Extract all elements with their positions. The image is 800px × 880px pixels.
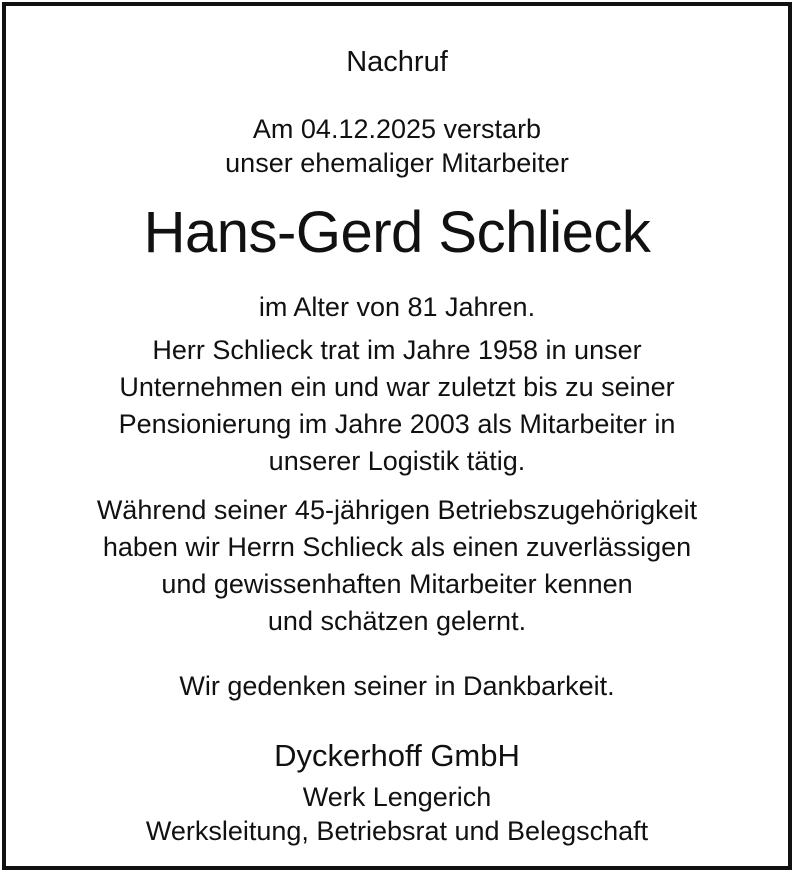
age-line: im Alter von 81 Jahren. [258,292,536,322]
tribute-line: und schätzen gelernt. [267,606,527,636]
signers-line: Werksleitung, Betriebsrat und Belegschaft [145,816,649,846]
intro-line-date: Am 04.12.2025 verstarb [252,114,542,144]
deceased-name: Hans-Gerd Schlieck [143,200,651,265]
notice-heading: Nachruf [346,46,448,78]
plant-name: Werk Lengerich [302,782,492,812]
company-name: Dyckerhoff GmbH [274,738,520,773]
tribute-line: haben wir Herrn Schlieck als einen zuverlässigen [102,532,692,562]
career-line: Herr Schlieck trat im Jahre 1958 in unser [152,335,642,365]
career-line: unserer Logistik tätig. [268,446,526,476]
career-paragraph [6,332,788,480]
career-line: Unternehmen ein und war zuletzt bis zu seiner [119,372,675,402]
closing-line: Wir gedenken seiner in Dankbarkeit. [179,671,615,701]
tribute-paragraph [6,492,788,640]
career-line: Pensionierung im Jahre 2003 als Mitarbeiter in [118,409,676,439]
tribute-line: Während seiner 45-jährigen Betriebszugehörigkeit [96,495,698,525]
intro-line-role: unser ehemaliger Mitarbeiter [225,148,569,178]
tribute-line: und gewissenhaften Mitarbeiter kennen [161,569,633,599]
intro-text [6,112,788,180]
